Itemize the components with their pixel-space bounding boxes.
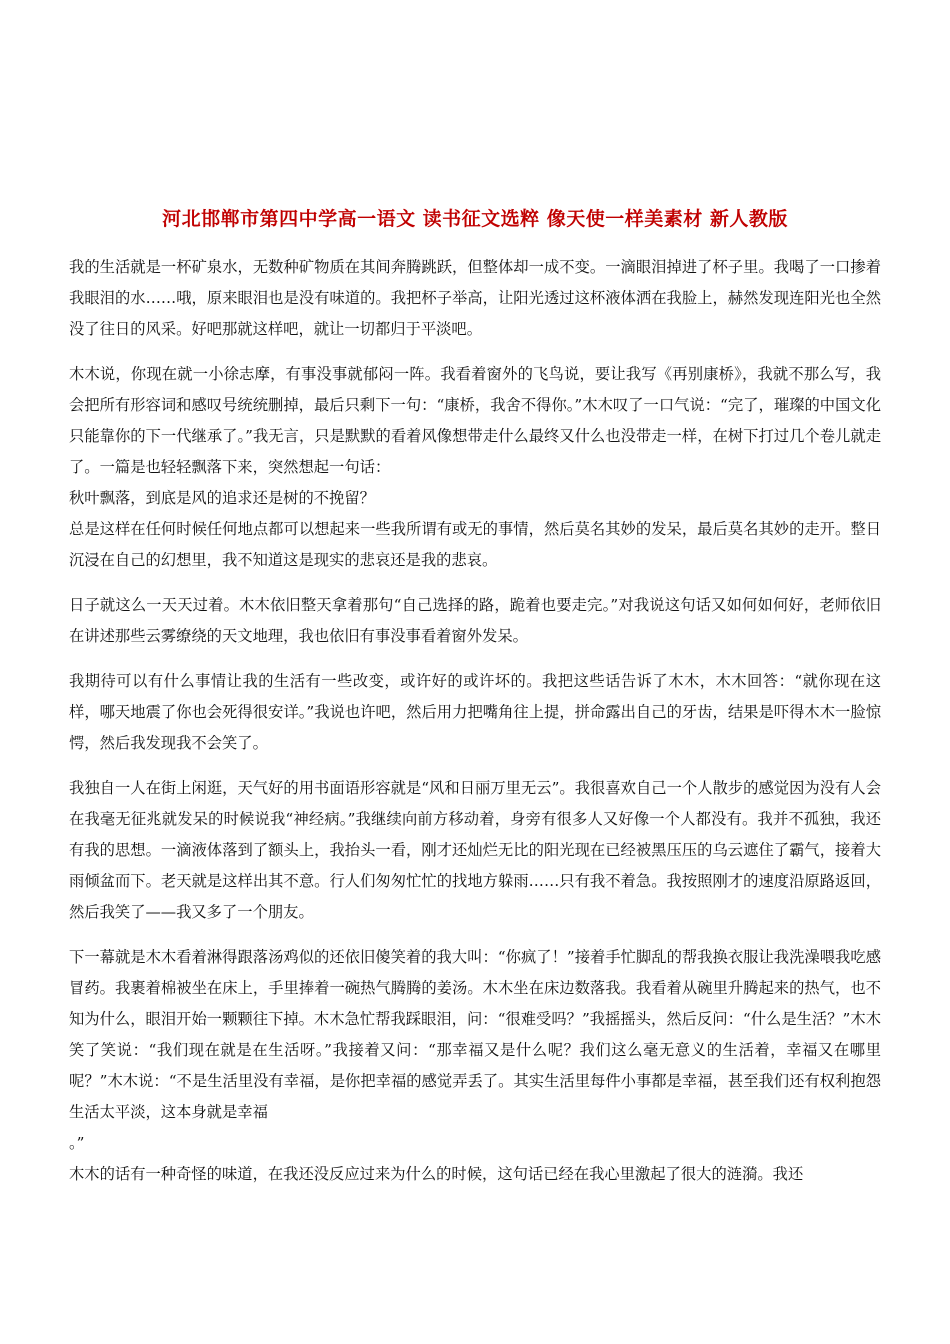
paragraph-mineral-water: 我的生活就是一杯矿泉水，无数种矿物质在其间奔腾跳跃，但整体却一成不变。一滴眼泪掉进了杯子里。我喝了一口掺着我眼泪的水……哦，原来眼泪也是没有味道的。我把杯子举高，让阳光透过这杯液体洒在我脸上，赫然发现连阳光也全然没了往日的风采。好吧那就这样吧，就让一切都归于平淡吧。 [69,258,881,338]
document-title: 河北邯郸市第四中学高一语文 读书征文选粹 像天使一样美素材 新人教版 [162,208,788,230]
paragraph-ginger-soup: 下一幕就是木木看着淋得跟落汤鸡似的还依旧傻笑着的我大叫：“你疯了！”接着手忙脚乱的帮我换衣服让我洗澡喂我吃感冒药。我裹着棉被坐在床上，手里捧着一碗热气腾腾的姜汤。木木坐在床边数落我。我看着从碗里升腾起来的热气，也不知为什么，眼泪开始一颗颗往下掉。木木急忙帮我踩眼泪，问：“很难受吗？”我摇摇头，然后反问：“什么是生活？”木木笑了笑说：“我们现在就是在生活呀。”我接着又问：“那幸福又是什么呢？我们这么毫无意义的生活着，幸福又在哪里呢？”木木说：“不是生活里没有幸福，是你把幸福的感觉弄丢了。其实生活里每件小事都是幸福，甚至我们还有权利抱怨生活太平淡，这本身就是幸福 [69,948,881,1121]
paragraph-street-walk: 我独自一人在街上闲逛，天气好的用书面语形容就是“风和日丽万里无云”。我很喜欢自己一个人散步的感觉因为没有人会在我毫无征兆就发呆的时候说我“神经病。”我继续向前方移动着，身旁有很多人又好像一个人都没有。我并不孤独，我还有我的思想。一滴液体落到了额头上，我抬头一看，刚才还灿烂无比的阳光现在已经被黑压压的乌云遮住了霸气，接着大雨倾盆而下。老天就是这样出其不意。行人们匆匆忙忙的找地方躲雨……只有我不着急。我按照刚才的速度沿原路返回，然后我笑了——我又多了一个朋友。 [69,779,881,921]
paragraph-ripples: 木木的话有一种奇怪的味道，在我还没反应过来为什么的时候，这句话已经在我心里激起了很大的涟漪。我还 [69,1165,804,1183]
document-body [69,252,881,1190]
paragraph-xu-zhimo: 木木说，你现在就一小徐志摩，有事没事就郁闷一阵。我看着窗外的飞鸟说，要让我写《再别康桥》，我就不那么写，我会把所有形容词和感叹号统统删掉，最后只剩下一句：“康桥，我舍不得你。”木木叹了一口气说：“完了，璀璨的中国文化只能靠你的下一代继承了。”我无言，只是默默的看着风像想带走什么最终又什么也没带走一样，在树下打过几个卷儿就走了。一篇是也轻轻飘落下来，突然想起一句话： [69,365,881,476]
paragraph-daydream: 总是这样在任何时候任何地点都可以想起来一些我所谓有或无的事情，然后莫名其妙的发呆，最后莫名其妙的走开。整日沉浸在自己的幻想里，我不知道这是现实的悲哀还是我的悲哀。 [69,520,881,569]
paragraph-autumn-leaf: 秋叶飘落，到底是风的追求还是树的不挽留？ [69,489,375,507]
paragraph-days-pass: 日子就这么一天天过着。木木依旧整天拿着那句“自己选择的路，跪着也要走完。”对我说这句话又如何如何好，老师依旧在讲述那些云雾缭绕的天文地理，我也依旧有事没事看着窗外发呆。 [69,596,881,645]
paragraph-quote-close: 。” [69,1134,85,1152]
paragraph-expect-change: 我期待可以有什么事情让我的生活有一些改变，或许好的或许坏的。我把这些话告诉了木木，木木回答：“就你现在这样，哪天地震了你也会死得很安详。”我说也许吧，然后用力把嘴角往上提，拼命露出自己的牙齿，结果是吓得木木一脸惊愕，然后我发现我不会笑了。 [69,672,881,752]
